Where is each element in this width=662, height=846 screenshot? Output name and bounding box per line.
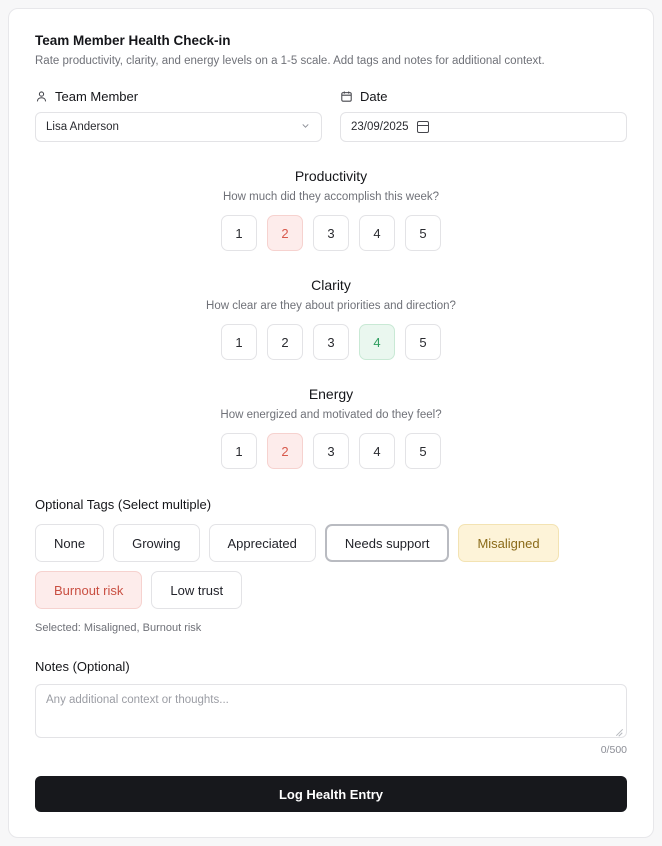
tag-none[interactable]: None [35,524,104,562]
scale-question: How energized and motivated do they feel? [220,409,442,421]
tag-misaligned[interactable]: Misaligned [458,524,558,562]
date-field [340,89,627,142]
tag-appreciated[interactable]: Appreciated [209,524,316,562]
rating-option-3[interactable]: 3 [313,324,349,360]
rating-option-1[interactable]: 1 [221,215,257,251]
rating-option-1[interactable]: 1 [221,324,257,360]
calendar-icon [340,90,353,103]
notes-label: Notes (Optional) [35,659,130,674]
date-picker-icon[interactable] [417,121,429,133]
page-subtitle: Rate productivity, clarity, and energy levels on a 1-5 scale. Add tags and notes for additional context. [35,55,545,67]
user-icon [35,90,48,103]
rating-option-3[interactable]: 3 [313,433,349,469]
date-label: Date [360,89,388,104]
chevron-down-icon [300,120,311,134]
rating-option-2[interactable]: 2 [267,215,303,251]
team-member-field [35,89,322,142]
team-member-value: Lisa Anderson [46,121,119,133]
rating-option-4[interactable]: 4 [359,433,395,469]
scale-question: How much did they accomplish this week? [222,191,440,203]
team-member-label: Team Member [55,89,139,104]
scale-clarity [29,277,633,360]
scale-productivity [29,168,633,251]
rating-option-4[interactable]: 4 [359,215,395,251]
notes-character-counter: 0/500 [600,744,627,756]
tags-section-label: Optional Tags (Select multiple) [35,497,212,512]
tag-growing[interactable]: Growing [113,524,199,562]
rating-option-1[interactable]: 1 [221,433,257,469]
date-label-row [340,89,627,104]
notes-placeholder: Any additional context or thoughts... [46,694,229,706]
top-fields-row [35,89,627,142]
team-member-select[interactable] [35,112,322,142]
date-value: 23/09/2025 [351,121,409,133]
rating-option-4[interactable]: 4 [359,324,395,360]
rating-option-3[interactable]: 3 [313,215,349,251]
tag-burnout-risk[interactable]: Burnout risk [35,571,142,609]
rating-option-5[interactable]: 5 [405,324,441,360]
notes-input[interactable] [35,684,627,738]
scale-options [29,433,633,469]
page-title: Team Member Health Check-in [35,33,231,48]
rating-option-5[interactable]: 5 [405,433,441,469]
rating-option-5[interactable]: 5 [405,215,441,251]
scale-title: Productivity [294,168,368,184]
scale-options [29,324,633,360]
scale-title: Energy [308,386,354,402]
rating-option-2[interactable]: 2 [267,433,303,469]
scale-energy [29,386,633,469]
health-checkin-card [8,8,654,838]
scale-question: How clear are they about priorities and direction? [206,300,456,312]
scale-options [29,215,633,251]
date-input[interactable] [340,112,627,142]
tag-list [35,524,627,609]
log-health-entry-button[interactable]: Log Health Entry [35,776,627,812]
team-member-label-row [35,89,322,104]
resize-handle-icon[interactable] [615,726,624,735]
tag-low-trust[interactable]: Low trust [151,571,242,609]
tag-needs-support[interactable]: Needs support [325,524,450,562]
scale-title: Clarity [311,277,351,293]
selected-tags-summary: Selected: Misaligned, Burnout risk [35,622,202,634]
rating-option-2[interactable]: 2 [267,324,303,360]
